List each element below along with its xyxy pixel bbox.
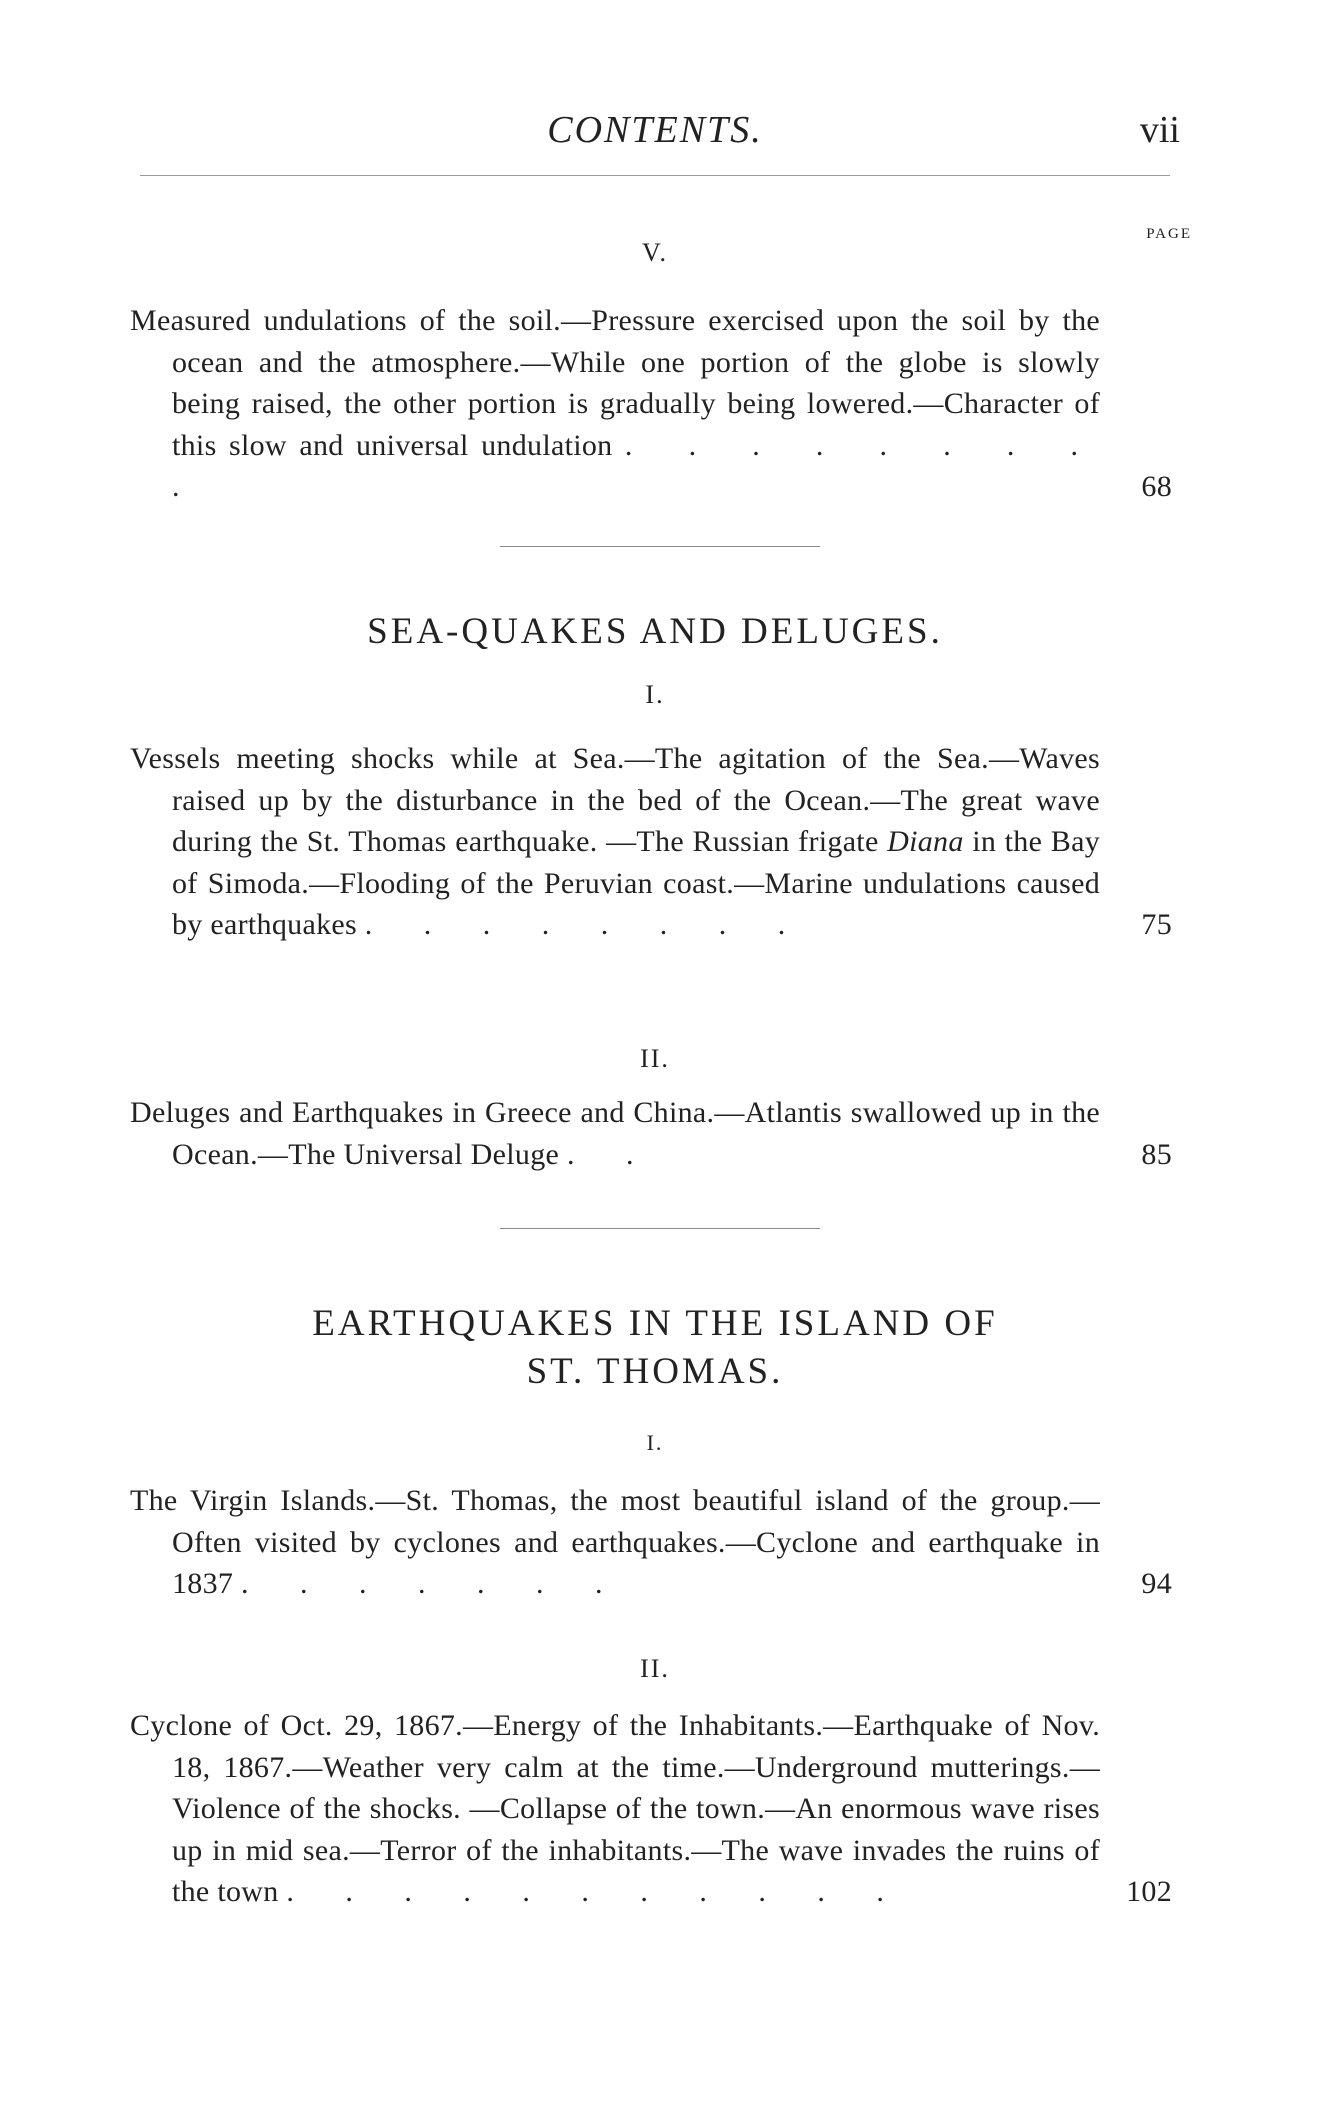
- st-thomas-entry-ii: [130, 1705, 1180, 1913]
- st-thomas-entry-i: [130, 1480, 1180, 1605]
- page-column-label: PAGE: [1146, 226, 1192, 242]
- entry-text: [130, 738, 1100, 946]
- dot-leaders: . . . . . . . . . . .: [286, 1875, 906, 1908]
- toc-entry: [130, 1480, 1180, 1605]
- entry-description: Deluges and Earthquakes in Greece and China.—Atlantis swallowed up in the Ocean.—The Universal Deluge: [130, 1096, 1100, 1171]
- toc-entry: [130, 300, 1180, 508]
- sea-quakes-ii-numeral-block: [130, 1044, 1180, 1074]
- running-title: CONTENTS.: [547, 109, 763, 151]
- part-v-entry: [130, 300, 1180, 508]
- section-title-line-2: ST. THOMAS.: [526, 1351, 784, 1392]
- entry-numeral: I.: [646, 1430, 664, 1455]
- st-thomas-title-block: [130, 1300, 1180, 1396]
- entry-description: Cyclone of Oct. 29, 1867.—Energy of the Inhabitants.—Earthquake of Nov. 18, 1867.—Weather very calm at the time.—Underground mutterings.—Violence of the shocks. —Collapse of the town.—An enormous wave rises up in mid sea.—Terror of the inhabitants.—The wave invades the ruins of the town: [130, 1709, 1100, 1908]
- section-title-line-1: EARTHQUAKES IN THE ISLAND OF: [312, 1303, 998, 1344]
- part-v-section: [130, 238, 1180, 268]
- entry-description: Vessels meeting shocks while at Sea.—The agitation of the Sea.—Waves raised up by the disturbance in the bed of the Ocean.—The great wave during the St. Thomas earthquake. —The Russian frigate: [130, 742, 1100, 858]
- part-v-numeral: V.: [642, 238, 668, 267]
- sea-quakes-entry-ii: [130, 1092, 1180, 1175]
- entry-text: [130, 1705, 1100, 1913]
- dot-leaders: . . . . . . .: [241, 1567, 625, 1600]
- entry-description: Measured undulations of the soil.—Pressure exercised upon the soil by the ocean and the atmosphere.—While one portion of the globe is slowly being raised, the other portion is gradually being lowered.—Character of this slow and universal undulation: [130, 304, 1100, 462]
- page-number: 75: [1141, 908, 1172, 941]
- st-thomas-i-numeral-block: [130, 1430, 1180, 1456]
- sea-quakes-i-numeral-block: [130, 680, 1180, 710]
- toc-entry: [130, 738, 1180, 946]
- toc-entry: [130, 1092, 1180, 1175]
- header-rule: [140, 175, 1170, 176]
- page-number: 94: [1141, 1567, 1172, 1600]
- page-folio: vii: [1139, 109, 1180, 151]
- entry-description: The Virgin Islands.—St. Thomas, the most beautiful island of the group.—Often visited by cyclones and earthquakes.—Cyclone and earthquake in 1837: [130, 1484, 1100, 1600]
- section-title: SEA-QUAKES AND DELUGES.: [367, 611, 943, 652]
- entry-text: [130, 1092, 1100, 1175]
- entry-numeral: II.: [640, 1654, 670, 1683]
- page-number: 68: [1141, 470, 1172, 503]
- sea-quakes-title-block: [130, 608, 1180, 656]
- entry-numeral: I.: [645, 680, 665, 709]
- ship-name: Diana: [887, 825, 964, 858]
- sea-quakes-entry-i: [130, 738, 1180, 946]
- dot-leaders: . . . . . . . . .: [172, 428, 1101, 503]
- toc-entry: [130, 1705, 1180, 1913]
- running-head: [130, 108, 1180, 158]
- section-divider: [500, 546, 820, 547]
- page-number: 85: [1141, 1137, 1172, 1171]
- dot-leaders: . .: [566, 1137, 656, 1171]
- st-thomas-ii-numeral-block: [130, 1654, 1180, 1684]
- page-number: 102: [1126, 1875, 1172, 1908]
- entry-numeral: II.: [640, 1044, 670, 1073]
- entry-text: [130, 1480, 1100, 1605]
- section-divider: [500, 1228, 820, 1229]
- dot-leaders: . . . . . . . .: [364, 908, 808, 941]
- entry-text: [130, 300, 1100, 508]
- entry-description-cont: in the Bay of Simoda.—Flooding of the Peruvian coast.—Marine undulations caused by earthquakes: [172, 825, 1100, 941]
